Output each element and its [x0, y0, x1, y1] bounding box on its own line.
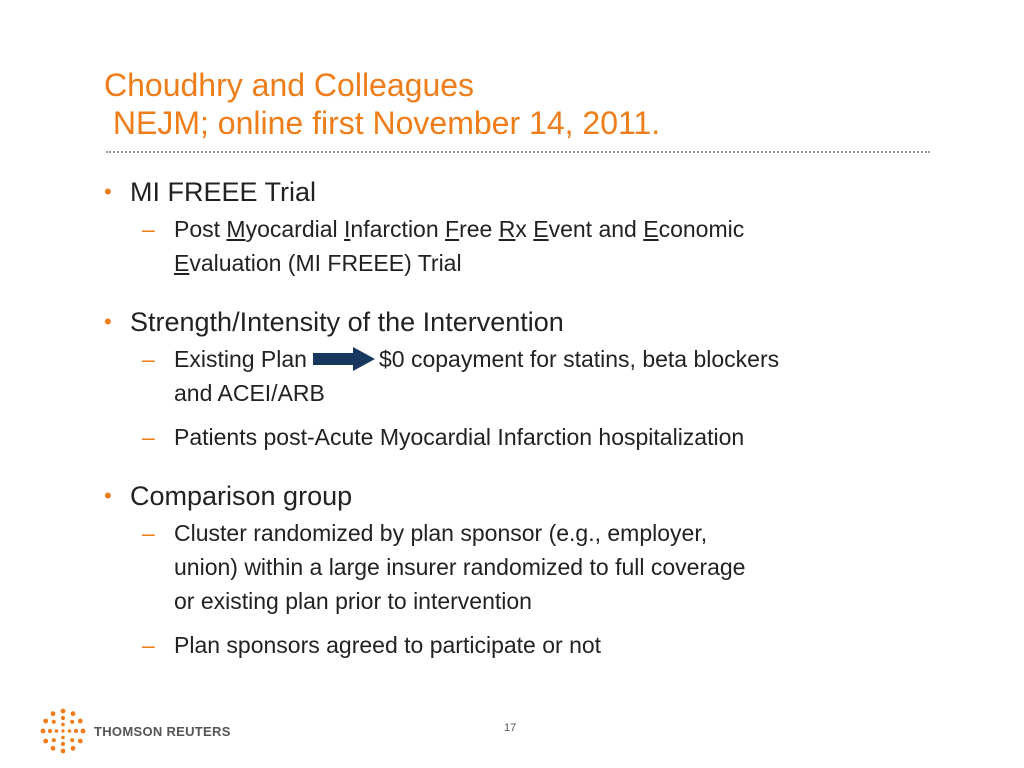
footer-logo [40, 708, 231, 754]
bullet-text: Comparison group [130, 481, 353, 511]
sub-bullet-dash: – [142, 424, 155, 450]
copayment-text-line-2: and ACEI/ARB [174, 380, 325, 406]
sub-bullet-dash: – [142, 520, 155, 546]
sub-bullet-plan-sponsors [104, 628, 924, 662]
bullet-dot: • [104, 179, 112, 204]
acronym-text: Post Myocardial Infarction Free Rx Event and Economic Evaluation (MI FREEE) Trial [174, 216, 745, 276]
sub-bullet-dash: – [142, 632, 155, 658]
bullet-dot: • [104, 309, 112, 334]
sub-bullet-acronym [104, 212, 924, 280]
sub-bullet-text: Plan sponsors agreed to participate or not [174, 632, 602, 658]
sub-bullet-dash: – [142, 346, 155, 372]
right-arrow-icon [313, 347, 375, 371]
sub-bullet-dash: – [142, 216, 155, 242]
bullet-comparison-group [104, 476, 924, 516]
sub-bullet-line-1: Cluster randomized by plan sponsor (e.g., employer, [174, 520, 708, 546]
slide-title-line-1: Choudhry and Colleagues [104, 67, 475, 103]
sub-bullet-cluster-randomized [104, 516, 924, 618]
thomson-reuters-logo-icon [40, 708, 86, 754]
bullet-strength-intensity [104, 302, 924, 342]
sub-bullet-patients [104, 420, 924, 454]
bullet-dot: • [104, 483, 112, 508]
title-divider [106, 151, 930, 153]
bullet-text: MI FREEE Trial [130, 177, 317, 207]
bullet-mi-freee-trial [104, 172, 924, 212]
copayment-text: $0 copayment for statins, beta blockers [378, 346, 780, 372]
slide-title-line-2: NEJM; online first November 14, 2011. [104, 105, 661, 141]
sub-bullet-line-2: union) within a large insurer randomized to full coverage [174, 554, 746, 580]
existing-plan-text: Existing Plan [174, 346, 307, 372]
sub-bullet-text: Patients post-Acute Myocardial Infarction hospitalization [174, 424, 745, 450]
bullet-text: Strength/Intensity of the Intervention [130, 307, 564, 337]
slide-body [104, 172, 924, 662]
slide-title [104, 66, 660, 142]
page-number: 17 [504, 722, 517, 734]
sub-bullet-existing-plan [104, 342, 924, 410]
brand-name: THOMSON REUTERS [94, 723, 231, 739]
sub-bullet-line-3: or existing plan prior to intervention [174, 588, 532, 614]
